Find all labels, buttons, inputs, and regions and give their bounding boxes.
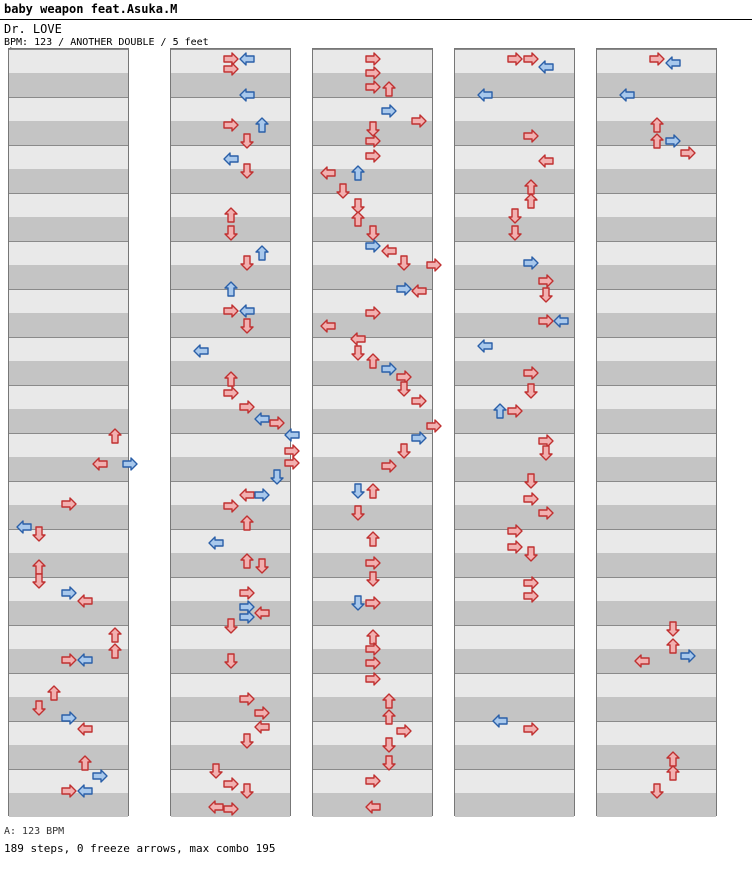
note-arrow-up [107, 643, 123, 659]
note-arrow-down [507, 208, 523, 224]
note-arrow-left [239, 51, 255, 67]
note-arrow-up [107, 627, 123, 643]
note-arrow-right [284, 455, 300, 471]
note-arrow-right [223, 776, 239, 792]
note-arrow-up [649, 133, 665, 149]
note-arrow-up [523, 193, 539, 209]
title-divider [0, 19, 752, 20]
note-arrow-right [269, 415, 285, 431]
note-arrow-right [381, 361, 397, 377]
note-arrow-right [365, 148, 381, 164]
note-arrow-right [507, 523, 523, 539]
note-arrow-right [680, 648, 696, 664]
note-arrow-up [254, 117, 270, 133]
note-arrow-down [239, 318, 255, 334]
note-arrow-left [16, 519, 32, 535]
bpm-footer: A: 123 BPM [4, 826, 65, 837]
note-layer [313, 49, 432, 815]
note-arrow-left [477, 338, 493, 354]
chart-column [8, 48, 129, 816]
note-arrow-down [381, 755, 397, 771]
note-arrow-right [223, 117, 239, 133]
note-arrow-right [223, 498, 239, 514]
note-arrow-down [350, 483, 366, 499]
note-arrow-left [254, 719, 270, 735]
note-arrow-down [538, 287, 554, 303]
note-layer [171, 49, 290, 815]
note-arrow-right [523, 491, 539, 507]
note-arrow-left [77, 652, 93, 668]
note-arrow-right [411, 430, 427, 446]
note-arrow-left [284, 427, 300, 443]
note-arrow-down [239, 163, 255, 179]
note-arrow-right [365, 305, 381, 321]
note-arrow-right [122, 456, 138, 472]
note-arrow-right [365, 773, 381, 789]
note-arrow-down [365, 571, 381, 587]
note-arrow-down [523, 473, 539, 489]
note-arrow-right [61, 783, 77, 799]
note-arrow-right [523, 721, 539, 737]
note-arrow-right [523, 588, 539, 604]
note-arrow-down [350, 595, 366, 611]
note-arrow-right [365, 671, 381, 687]
note-arrow-down [523, 546, 539, 562]
note-layer [597, 49, 716, 815]
note-arrow-down [223, 225, 239, 241]
note-arrow-right [523, 51, 539, 67]
note-arrow-right [365, 655, 381, 671]
note-arrow-left [492, 713, 508, 729]
note-arrow-left [411, 283, 427, 299]
note-layer [9, 49, 128, 815]
note-arrow-right [61, 652, 77, 668]
note-arrow-down [31, 526, 47, 542]
note-arrow-right [365, 79, 381, 95]
chart-column [170, 48, 291, 816]
note-arrow-up [665, 765, 681, 781]
note-arrow-up [254, 245, 270, 261]
note-arrow-up [107, 428, 123, 444]
note-arrow-right [426, 257, 442, 273]
note-arrow-down [239, 255, 255, 271]
note-arrow-down [396, 443, 412, 459]
note-arrow-left [320, 165, 336, 181]
note-arrow-right [223, 303, 239, 319]
note-arrow-right [411, 393, 427, 409]
note-arrow-down [254, 558, 270, 574]
note-arrow-left [365, 799, 381, 815]
note-arrow-right [523, 128, 539, 144]
note-arrow-up [381, 709, 397, 725]
note-arrow-right [426, 418, 442, 434]
note-arrow-up [665, 638, 681, 654]
note-arrow-down [665, 621, 681, 637]
note-arrow-down [523, 383, 539, 399]
note-arrow-down [223, 653, 239, 669]
note-arrow-left [665, 55, 681, 71]
note-arrow-up [365, 353, 381, 369]
note-arrow-right [411, 113, 427, 129]
note-arrow-right [61, 585, 77, 601]
stats-footer: 189 steps, 0 freeze arrows, max combo 195 [4, 842, 276, 855]
note-arrow-left [193, 343, 209, 359]
note-arrow-left [223, 151, 239, 167]
note-arrow-left [239, 487, 255, 503]
note-arrow-down [381, 737, 397, 753]
note-arrow-up [649, 117, 665, 133]
note-arrow-right [507, 403, 523, 419]
note-arrow-left [553, 313, 569, 329]
note-arrow-left [77, 721, 93, 737]
note-arrow-up [381, 81, 397, 97]
note-arrow-right [223, 385, 239, 401]
note-arrow-down [223, 618, 239, 634]
note-arrow-right [538, 505, 554, 521]
note-arrow-down [31, 573, 47, 589]
note-arrow-left [634, 653, 650, 669]
note-arrow-down [239, 733, 255, 749]
note-arrow-left [538, 59, 554, 75]
note-arrow-right [365, 133, 381, 149]
note-arrow-up [223, 281, 239, 297]
note-arrow-left [538, 153, 554, 169]
note-arrow-right [680, 145, 696, 161]
note-arrow-up [46, 685, 62, 701]
note-arrow-left [381, 243, 397, 259]
note-arrow-left [254, 605, 270, 621]
note-arrow-left [208, 535, 224, 551]
note-arrow-right [507, 539, 523, 555]
note-arrow-down [649, 783, 665, 799]
note-arrow-right [523, 365, 539, 381]
note-arrow-up [350, 211, 366, 227]
note-arrow-right [396, 281, 412, 297]
note-arrow-right [365, 595, 381, 611]
note-arrow-left [619, 87, 635, 103]
artist-label: Dr. LOVE [4, 22, 62, 36]
note-arrow-up [239, 553, 255, 569]
chart-column [596, 48, 717, 816]
note-arrow-right [254, 487, 270, 503]
note-arrow-right [381, 103, 397, 119]
chart-column [312, 48, 433, 816]
note-arrow-down [239, 133, 255, 149]
note-arrow-down [350, 345, 366, 361]
note-arrow-down [396, 381, 412, 397]
note-arrow-down [538, 445, 554, 461]
note-arrow-down [208, 763, 224, 779]
note-arrow-right [523, 255, 539, 271]
note-arrow-down [396, 255, 412, 271]
chart-meta-label: BPM: 123 / ANOTHER DOUBLE / 5 feet [4, 37, 209, 48]
note-arrow-left [77, 783, 93, 799]
note-arrow-down [350, 505, 366, 521]
note-arrow-right [61, 710, 77, 726]
note-arrow-up [365, 531, 381, 547]
note-arrow-right [239, 691, 255, 707]
note-arrow-right [396, 723, 412, 739]
note-arrow-down [31, 700, 47, 716]
note-arrow-left [92, 456, 108, 472]
page-title: baby weapon feat.Asuka.M [4, 2, 178, 16]
note-arrow-left [320, 318, 336, 334]
note-arrow-left [254, 411, 270, 427]
note-arrow-up [365, 483, 381, 499]
note-arrow-right [507, 51, 523, 67]
note-arrow-up [492, 403, 508, 419]
note-layer [455, 49, 574, 815]
note-arrow-right [365, 238, 381, 254]
note-arrow-left [477, 87, 493, 103]
note-arrow-right [665, 133, 681, 149]
chart-column [454, 48, 575, 816]
note-arrow-left [239, 87, 255, 103]
note-arrow-left [239, 303, 255, 319]
note-arrow-right [61, 496, 77, 512]
note-arrow-down [335, 183, 351, 199]
note-arrow-right [92, 768, 108, 784]
note-arrow-up [223, 207, 239, 223]
note-arrow-right [239, 399, 255, 415]
note-arrow-down [507, 225, 523, 241]
note-arrow-up [381, 693, 397, 709]
note-arrow-up [239, 515, 255, 531]
note-arrow-down [239, 783, 255, 799]
note-arrow-left [77, 593, 93, 609]
note-arrow-right [649, 51, 665, 67]
note-arrow-right [223, 801, 239, 817]
note-arrow-right [538, 313, 554, 329]
note-arrow-right [381, 458, 397, 474]
note-arrow-up [350, 165, 366, 181]
note-arrow-right [239, 609, 255, 625]
note-arrow-right [365, 555, 381, 571]
note-arrow-left [208, 799, 224, 815]
note-arrow-up [77, 755, 93, 771]
note-arrow-right [223, 61, 239, 77]
note-arrow-down [269, 469, 285, 485]
